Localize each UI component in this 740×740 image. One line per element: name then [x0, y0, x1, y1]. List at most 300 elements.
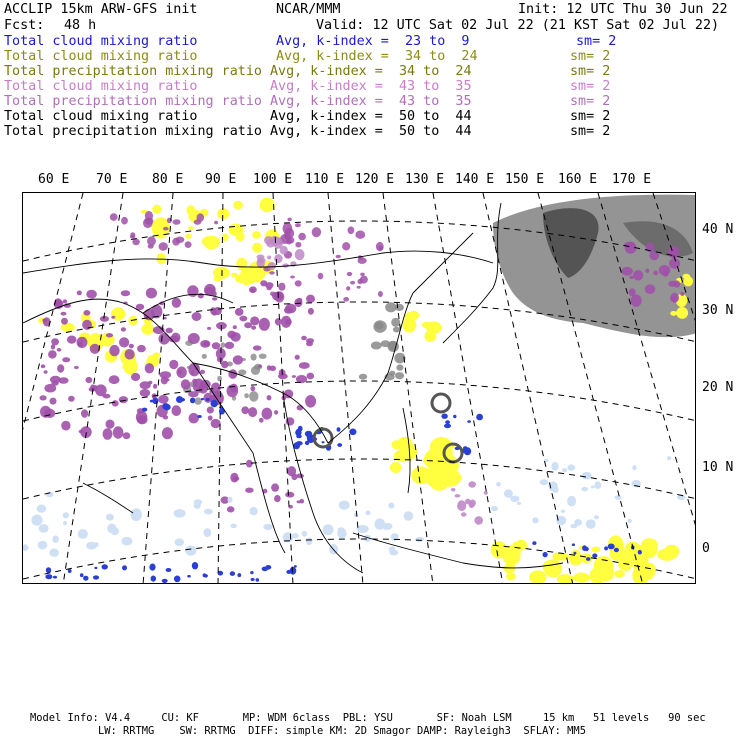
cloud-cell [63, 512, 69, 518]
latitude-label: 20 N [702, 380, 734, 395]
cloud-cell [269, 271, 275, 274]
cloud-cell [111, 316, 115, 319]
cloud-cell [202, 236, 220, 248]
latitude-label: 10 N [702, 460, 734, 475]
cloud-cell [621, 267, 633, 276]
cloud-cell [676, 307, 688, 319]
cloud-cell [74, 366, 79, 369]
cloud-cell [562, 468, 567, 472]
cloud-cell [250, 571, 253, 574]
cloud-cell [119, 337, 129, 347]
cloud-cell [592, 553, 597, 558]
cloud-cell [347, 272, 353, 276]
cloud-cell [252, 243, 262, 253]
legend-avg: Avg, k-index = 43 to 35 [270, 94, 472, 109]
latitude-label: 30 N [702, 303, 734, 318]
cloud-cell [146, 288, 157, 299]
cloud-cell [365, 510, 370, 515]
cloud-cell [210, 307, 216, 314]
cloud-cell [204, 528, 212, 537]
cloud-cell [227, 506, 235, 512]
latitude-line [23, 381, 696, 421]
cloud-cell [122, 364, 130, 370]
cloud-cell [381, 340, 390, 347]
cloud-cell [214, 221, 218, 225]
cloud-cell [357, 525, 369, 533]
cloud-cell [93, 575, 99, 579]
cloud-cell [230, 571, 235, 576]
legend-field: Total cloud mixing ratio [4, 79, 198, 94]
cloud-cell [391, 318, 400, 327]
legend-avg: Avg, k-index = 34 to 24 [270, 64, 472, 79]
cloud-cell [295, 223, 301, 227]
cloud-cell [204, 509, 213, 515]
cloud-cell [274, 495, 281, 502]
cloud-cell [561, 510, 565, 513]
cloud-cell [349, 429, 356, 436]
cloud-cell [645, 284, 656, 294]
cloud-cell [228, 369, 237, 379]
cloud-cell [445, 420, 450, 424]
cloud-cell [68, 569, 72, 573]
cloud-cell [113, 426, 124, 438]
cloud-cell [23, 544, 28, 551]
cloud-cell [131, 373, 140, 381]
cloud-cell [90, 344, 100, 354]
cloud-cell [441, 414, 447, 419]
cloud-cell [268, 262, 277, 270]
cloud-cell [249, 391, 258, 402]
cloud-cell [529, 570, 546, 584]
map-panel [22, 192, 696, 584]
cloud-cell [306, 295, 315, 303]
cloud-cell [46, 567, 51, 573]
cyclone-swirl [432, 394, 450, 412]
cloud-cell [506, 573, 516, 581]
cloud-cell [552, 486, 558, 493]
cloud-cell [181, 379, 190, 389]
cloud-cell [251, 578, 255, 581]
cloud-cell [121, 217, 128, 225]
longitude-label: 60 E [38, 172, 70, 187]
legend-field: Total cloud mixing ratio [4, 49, 198, 64]
cloud-cell [638, 565, 652, 575]
cloud-cell [322, 441, 325, 443]
cloud-cell [109, 345, 119, 356]
cloud-cell [275, 291, 285, 302]
cloud-cell [258, 365, 262, 368]
cloud-cell [95, 384, 107, 396]
cloud-cell [474, 516, 483, 525]
cloud-cell [281, 316, 291, 328]
cloud-cell [532, 517, 538, 523]
cloud-cell [103, 428, 113, 440]
cloud-cell [128, 316, 137, 326]
legend-avg: Avg, k-index = 50 to 44 [270, 124, 472, 139]
cloud-cell [274, 254, 282, 263]
cloud-cell [306, 341, 313, 346]
legend-smoothing: sm= 2 [570, 79, 611, 94]
cloud-cell [81, 409, 88, 418]
cloud-cell [50, 398, 57, 405]
cloud-cell [221, 342, 226, 347]
cloud-cell [615, 570, 625, 578]
longitude-label: 120 E [355, 172, 395, 187]
longitude-label: 140 E [455, 172, 495, 187]
cloud-cell [360, 273, 365, 276]
cloud-cell [302, 531, 307, 537]
cloud-cell [284, 228, 294, 239]
latitude-label: 40 N [702, 222, 734, 237]
cloud-cell [162, 579, 168, 583]
cloud-cell [31, 515, 42, 526]
cloud-cell [271, 483, 279, 491]
cloud-cell [63, 299, 67, 303]
cloud-cell [411, 466, 431, 484]
cloud-cell [638, 550, 642, 555]
cloud-cell [78, 529, 88, 539]
longitude-label: 70 E [96, 172, 128, 187]
cloud-cell [359, 374, 367, 380]
cloud-cell [83, 576, 88, 581]
cloud-cell [188, 333, 200, 344]
cloud-cell [194, 502, 201, 509]
cloud-cell [57, 364, 64, 372]
cloud-cell [233, 477, 239, 481]
cloud-cell [385, 302, 396, 312]
cloud-cell [173, 219, 181, 225]
cloud-cell [228, 497, 233, 503]
cloud-cell [77, 337, 88, 348]
cloud-cell [260, 280, 267, 286]
cloud-cell [68, 396, 75, 402]
cloud-cell [540, 479, 549, 485]
cloud-cell [203, 573, 207, 577]
cloud-cell [287, 218, 291, 222]
legend-smoothing: sm= 2 [570, 64, 611, 79]
cloud-cell [467, 420, 471, 423]
cloud-cell [48, 350, 57, 358]
longitude-label: 100 E [253, 172, 293, 187]
legend-field: Total cloud mixing ratio [4, 34, 198, 49]
cloud-cell [61, 421, 70, 431]
longitude-line [328, 193, 363, 584]
cloud-cell [615, 495, 622, 500]
cloud-cell [430, 472, 449, 491]
cloud-cell [348, 227, 355, 235]
cloud-cell [355, 231, 365, 239]
cloud-cell [157, 253, 166, 261]
cloud-cell [131, 508, 142, 521]
cloud-cell [57, 348, 62, 352]
cloud-cell [591, 486, 595, 489]
cloud-cell [305, 431, 312, 437]
cloud-cell [337, 528, 346, 539]
cloud-cell [121, 327, 126, 331]
cloud-cell [198, 293, 204, 299]
cloud-cell [227, 331, 236, 339]
cloud-cell [551, 462, 558, 471]
cloud-cell [469, 502, 475, 508]
cloud-cell [231, 524, 237, 529]
longitude-label: 170 E [612, 172, 652, 187]
cloud-cell [404, 511, 414, 521]
cloud-cell [55, 298, 62, 307]
longitude-label: 160 E [558, 172, 598, 187]
cloud-cell [453, 415, 456, 418]
cloud-cell [567, 496, 576, 507]
cloud-cell [176, 367, 186, 379]
legend-field: Total cloud mixing ratio [4, 109, 198, 124]
cloud-cell [169, 360, 178, 369]
cloud-cell [389, 546, 396, 552]
forecast-hours: 48 h [64, 18, 97, 33]
cloud-cell [63, 521, 67, 525]
cloud-cell [376, 242, 384, 251]
cloud-cell [491, 506, 498, 511]
cloud-cell [130, 232, 135, 237]
cloud-cell [301, 336, 307, 341]
cloud-cell [285, 304, 296, 314]
cloud-cell [378, 291, 383, 297]
cloud-cell [112, 400, 119, 406]
cloud-cell [123, 432, 131, 439]
longitude-label: 150 E [505, 172, 545, 187]
cloud-cell [357, 286, 361, 289]
cloud-cell [504, 489, 513, 497]
cloud-cell [44, 384, 56, 393]
cloud-cell [582, 545, 587, 551]
cloud-cell [318, 273, 324, 280]
longitude-label: 90 E [205, 172, 237, 187]
cloud-cell [290, 567, 297, 575]
cloud-cell [163, 404, 171, 410]
cloud-cell [308, 308, 314, 315]
cloud-cell [102, 564, 108, 569]
cloud-cell [346, 286, 350, 290]
cloud-cell [307, 373, 315, 380]
cloud-cell [484, 491, 488, 495]
cloud-cell [94, 542, 98, 547]
longitude-label: 130 E [405, 172, 445, 187]
cloud-cell [645, 269, 649, 274]
cloud-cell [388, 503, 394, 509]
cloud-cell [291, 474, 297, 481]
cloud-cell [350, 281, 355, 285]
cloud-cell [225, 342, 235, 349]
cloud-cell [122, 565, 127, 570]
cloud-cell [259, 418, 264, 423]
cloud-cell [594, 515, 599, 519]
cloud-cell [176, 237, 185, 243]
cloud-cell [172, 405, 182, 416]
cloud-cell [200, 370, 205, 374]
cloud-cell [591, 547, 600, 553]
cloud-cell [106, 420, 115, 429]
longitude-line [433, 193, 503, 584]
cloud-cell [212, 297, 217, 300]
cloud-cell [62, 357, 70, 362]
cloud-cell [357, 279, 362, 284]
cloud-cell [574, 573, 590, 583]
cloud-cell [245, 488, 253, 493]
cloud-cell [594, 481, 601, 489]
cloud-cell [510, 496, 519, 502]
cloud-cell [263, 524, 272, 530]
cloud-cell [61, 318, 68, 325]
cloud-cell [166, 568, 172, 572]
cloud-cell [343, 297, 349, 302]
cloud-cell [121, 290, 130, 296]
cloud-cell [244, 322, 252, 328]
cloud-cell [275, 318, 282, 325]
cloud-cell [286, 239, 292, 245]
cloud-cell [295, 355, 300, 360]
cloud-cell [297, 405, 304, 411]
cloud-cell [83, 310, 90, 316]
cloud-cell [632, 465, 636, 470]
cyclone-swirl [314, 429, 332, 447]
cloud-cell [211, 419, 221, 428]
cloud-cell [50, 376, 61, 383]
cloud-cell [188, 226, 194, 230]
cloud-cell [233, 201, 243, 210]
cloud-cell [217, 376, 222, 382]
cloud-cell [253, 345, 262, 350]
cloud-cell [158, 395, 169, 404]
cloud-cell [192, 312, 202, 321]
cloud-cell [206, 398, 210, 401]
cloud-cell [244, 393, 249, 398]
cloud-cell [231, 273, 237, 277]
cloud-cell [259, 318, 270, 331]
cloud-cell [586, 557, 590, 560]
cloud-cell [415, 537, 424, 542]
cloud-cell [44, 409, 55, 418]
cloud-cell [299, 362, 310, 369]
cloud-cell [267, 365, 272, 370]
cloud-cell [38, 541, 48, 550]
cloud-cell [670, 293, 679, 303]
cloud-cell [61, 312, 67, 316]
cloud-cell [52, 535, 58, 543]
cloud-cell [265, 565, 271, 570]
cloud-cell [153, 384, 157, 389]
cloud-cell [680, 292, 684, 296]
cloud-cell [337, 427, 341, 432]
cloud-cell [653, 271, 658, 276]
cloud-cell [455, 494, 461, 497]
model-info-line2: LW: RRTMG SW: RRTMG DIFF: simple KM: 2D Smagor DAMP: Rayleigh3 SFLAY: MM5 [98, 725, 586, 737]
cloud-cell [278, 283, 285, 291]
cloud-cell [673, 280, 680, 287]
legend-field: Total precipitation mixing ratio [4, 124, 262, 139]
cloud-cell [45, 574, 52, 579]
cloud-cell [248, 407, 257, 417]
cloud-cell [143, 218, 153, 228]
cloud-cell [295, 249, 305, 260]
cloud-cell [669, 258, 680, 268]
cloud-cell [627, 519, 632, 523]
cloud-cell [296, 435, 302, 439]
cloud-cell [37, 505, 47, 513]
cloud-cell [468, 481, 476, 487]
cloud-cell [614, 548, 619, 552]
cloud-cell [49, 549, 59, 557]
cloud-cell [274, 410, 278, 415]
cloud-cell [306, 537, 313, 545]
cloud-cell [53, 576, 57, 579]
cloud-cell [149, 564, 155, 571]
cloud-cell [79, 430, 84, 434]
latitude-label: 0 [702, 541, 710, 556]
cloud-cell [151, 576, 156, 582]
cloud-cell [214, 276, 222, 282]
cloud-cell [298, 233, 306, 241]
legend-avg: Avg, k-index = 23 to 9 [276, 34, 470, 49]
cloud-cell [192, 562, 198, 569]
cloud-cell [187, 575, 191, 578]
cloud-cell [86, 377, 93, 383]
cloud-cell [132, 239, 140, 246]
cloud-cell [106, 333, 113, 337]
cloud-cell [163, 227, 169, 231]
cloud-cell [280, 246, 288, 255]
legend-field: Total precipitation mixing ratio [4, 64, 262, 79]
cloud-cell [337, 443, 342, 447]
cloud-cell [80, 573, 84, 577]
cloud-cell [375, 322, 384, 330]
cloud-cell [573, 552, 576, 555]
cloud-cell [457, 500, 466, 511]
cloud-cell [297, 474, 304, 479]
cloud-cell [267, 287, 272, 291]
cloud-cell [161, 376, 168, 384]
cloud-cell [342, 242, 350, 250]
cloud-cell [581, 487, 588, 491]
cloud-cell [285, 492, 294, 498]
cloud-cell [41, 364, 45, 368]
org-label: NCAR/MMM [276, 2, 341, 17]
cloud-cell [159, 242, 168, 250]
cloud-cell [336, 255, 341, 258]
cloud-cell [476, 414, 483, 421]
cloud-cell [141, 324, 154, 335]
cloud-cell [86, 290, 97, 299]
cloud-cell [251, 354, 257, 361]
longitude-label: 80 E [152, 172, 184, 187]
cloud-cell [190, 398, 195, 404]
cloud-cell [241, 406, 249, 414]
cloud-cell [683, 276, 693, 286]
cloud-cell [312, 227, 321, 237]
forecast-label: Fcst: [4, 18, 45, 33]
cloud-cell [267, 256, 271, 260]
cloud-cell [608, 544, 615, 550]
cloud-cell [125, 349, 135, 360]
latitude-line [23, 459, 696, 499]
cloud-cell [250, 386, 255, 391]
cloud-cell [174, 576, 181, 583]
model-info-line1: Model Info: V4.4 CU: KF MP: WDM 6class PBL: YSU SF: Noah LSM 15 km 51 levels 90 sec [30, 712, 706, 724]
cloud-cell [239, 316, 247, 322]
cloud-cell [148, 244, 154, 248]
cloud-cell [162, 427, 173, 439]
cloud-cell [242, 276, 250, 285]
cloud-cell [290, 276, 295, 279]
cloud-cell [119, 396, 128, 403]
cloud-cell [295, 280, 302, 286]
